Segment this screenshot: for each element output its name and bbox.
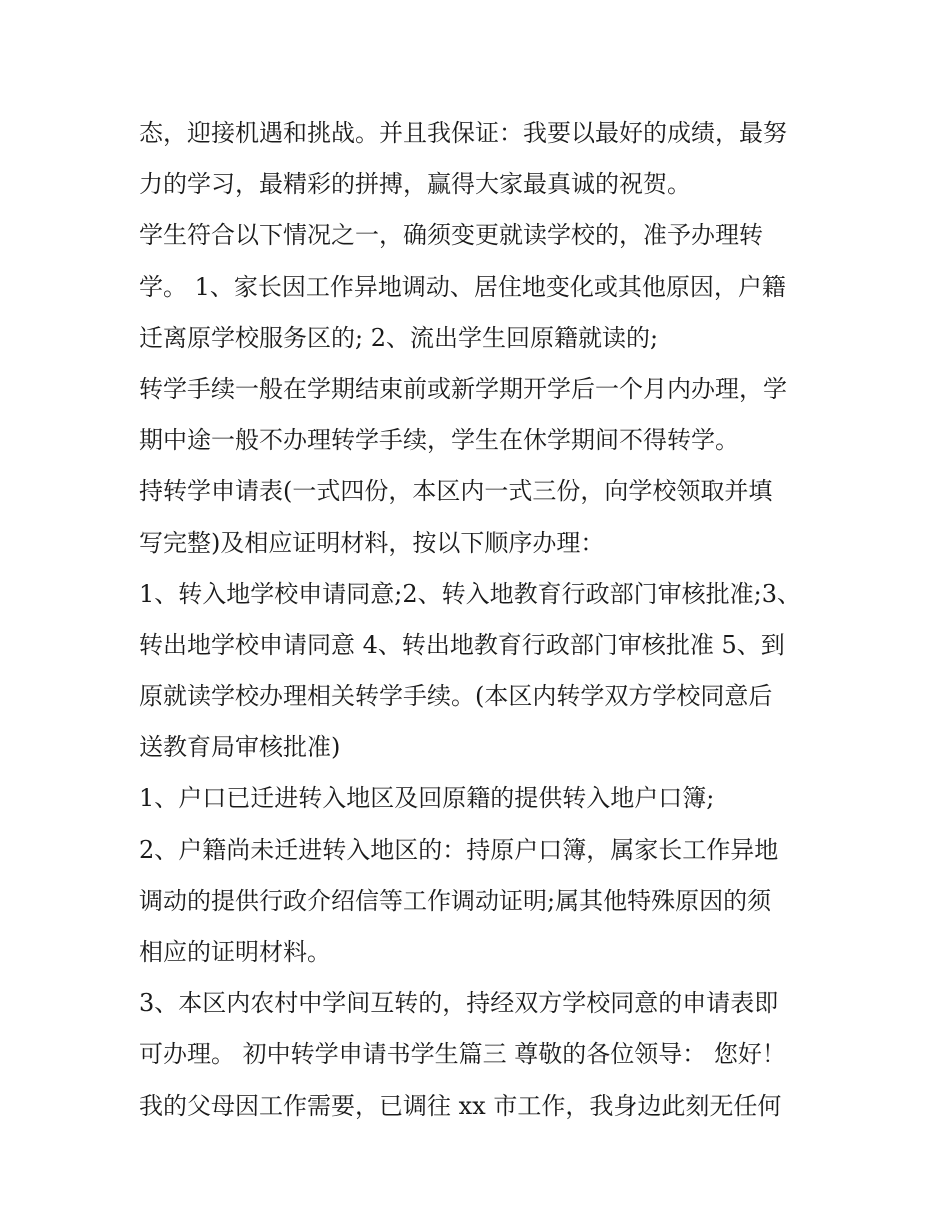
text-line: 可办理。 初中转学申请书学生篇三 尊敬的各位领导： 您好！ xyxy=(139,1040,786,1069)
text-line: 调动的提供行政介绍信等工作调动证明;属其他特殊原因的须 xyxy=(139,886,772,915)
text-line: 学。 1、家长因工作异地调动、居住地变化或其他原因，户籍 xyxy=(139,272,786,301)
text-line: 态，迎接机遇和挑战。并且我保证：我要以最好的成绩，最努 xyxy=(139,119,787,147)
text-line: 转学手续一般在学期结束前或新学期开学后一个月内办理，学 xyxy=(139,374,787,403)
text-line: 力的学习，最精彩的拼搏，赢得大家最真诚的祝贺。 xyxy=(139,170,691,199)
text-line: 相应的证明材料。 xyxy=(139,938,331,966)
text-line: 2、户籍尚未迁进转入地区的：持原户口簿，属家长工作异地 xyxy=(139,835,779,864)
text-line: 送教育局审核批准) xyxy=(139,733,341,762)
text-line: 1、转入地学校申请同意;2、转入地教育行政部门审核批准;3、 xyxy=(139,579,801,608)
text-line: 写完整)及相应证明材料，按以下顺序办理： xyxy=(139,528,605,557)
document-body xyxy=(139,108,819,1132)
text-line: 期中途一般不办理转学手续，学生在休学期间不得转学。 xyxy=(139,426,739,455)
text-line: 转出地学校申请同意 4、转出地教育行政部门审核批准 5、到 xyxy=(139,630,785,659)
text-line: 我的父母因工作需要，已调往 xx 市工作，我身边此刻无任何 xyxy=(139,1091,782,1120)
text-line: 持转学申请表(一式四份，本区内一式三份，向学校领取并填 xyxy=(139,477,773,506)
text-line: 原就读学校办理相关转学手续。(本区内转学双方学校同意后 xyxy=(139,682,773,711)
text-line: 1、户口已迁进转入地区及回原籍的提供转入地户口簿; xyxy=(139,784,715,813)
text-line: 3、本区内农村中学间互转的，持经双方学校同意的申请表即 xyxy=(139,989,779,1018)
text-line: 学生符合以下情况之一，确须变更就读学校的，准予办理转 xyxy=(139,221,763,250)
text-line: 迁离原学校服务区的; 2、流出学生回原籍就读的; xyxy=(139,323,659,352)
